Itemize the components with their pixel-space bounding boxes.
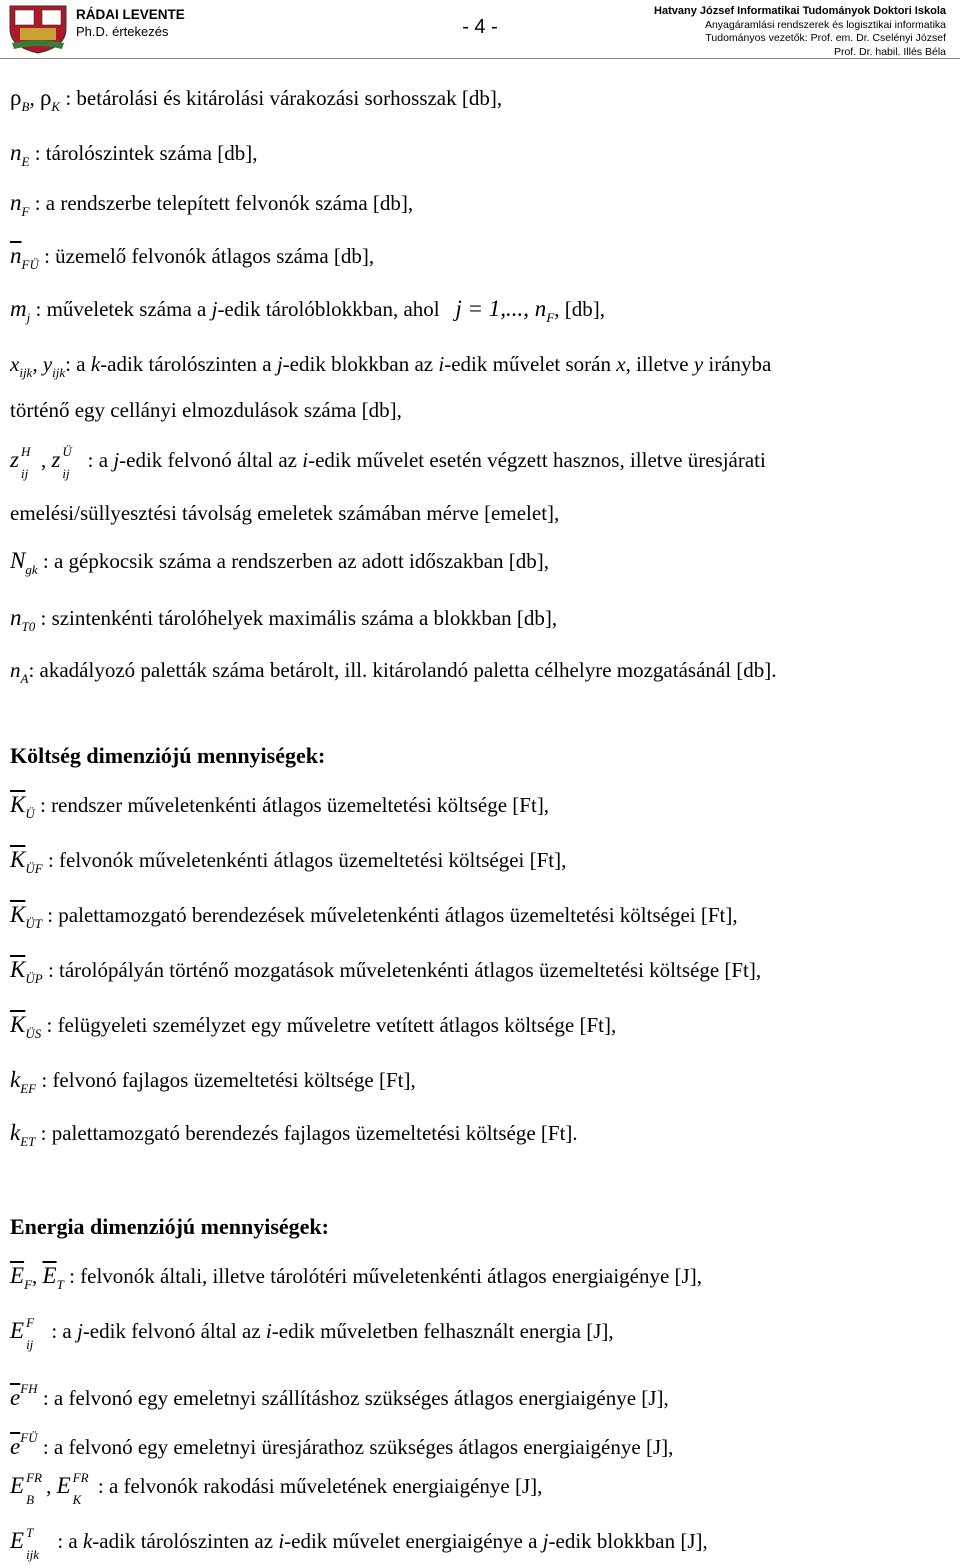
- definition-KUP: [10, 957, 761, 992]
- definition-kEF: [10, 1067, 416, 1102]
- definition-text: : a: [51, 1319, 72, 1343]
- definition-text: : a: [87, 448, 109, 472]
- definition-text: : akadályozó paletták száma betárolt, ill. kitárolandó paletta célhelyre mozgatásánál [db].: [28, 658, 777, 682]
- symbol-e-bar: $\overline{e}$: [10, 1385, 21, 1410]
- symbol-z-u: z: [51, 447, 61, 472]
- superscript: H: [20, 444, 31, 459]
- definition-text: : tárolópályán történő mozgatások műveletenkénti átlagos üzemeltetési költsége [Ft],: [47, 958, 762, 982]
- definition-text: : szintenkénti tárolóhelyek maximális száma a blokkban [db],: [40, 606, 558, 630]
- definition-nE: [10, 140, 257, 175]
- definition-mj: [10, 296, 605, 331]
- symbol-x: x: [10, 352, 20, 376]
- definition-text: , illetve: [625, 352, 689, 376]
- definition-EFR: [10, 1470, 543, 1507]
- italic-i: i: [438, 352, 445, 376]
- definition-text: : rendszer műveletenkénti átlagos üzemeltetési költsége [Ft],: [39, 793, 550, 817]
- definition-text: irányba: [708, 352, 772, 376]
- symbol-n: n: [10, 140, 22, 165]
- symbol-E-bar: $\overline{E}$: [42, 1263, 57, 1288]
- index-range: j = 1,..., n: [455, 296, 547, 321]
- definition-text: -edik felvonó által az: [119, 448, 297, 472]
- subscript: ET: [20, 1134, 36, 1149]
- definition-text: -edik tárolóblokkban, ahol: [217, 297, 440, 321]
- subscript: Ü: [25, 806, 35, 821]
- symbol-N: N: [10, 548, 26, 573]
- symbol-K-bar: $\overline{K}$: [10, 847, 26, 872]
- definition-text: : a: [65, 352, 86, 376]
- italic-y: y: [693, 352, 704, 376]
- header-author-block: [76, 6, 185, 40]
- separator: ,: [32, 1264, 43, 1288]
- institution-name: Hatvany József Informatikai Tudományok Doktori Iskola: [654, 5, 946, 17]
- subscript: ij: [20, 466, 29, 481]
- definition-text: : felvonó fajlagos üzemeltetési költsége [Ft],: [41, 1068, 416, 1092]
- super-sub-stack: [24, 1315, 46, 1352]
- definition-text: -edik felvonó által az: [82, 1319, 261, 1343]
- subscript: ij: [26, 1337, 34, 1352]
- supervisors-line: Tudományos vezetők: Prof. em. Dr. Cselényi József: [705, 32, 946, 44]
- symbol-rho-b: ρ: [10, 85, 22, 110]
- superscript: T: [26, 1525, 34, 1540]
- symbol-E: E: [10, 1318, 25, 1343]
- symbol-rho-k: ρ: [39, 85, 52, 110]
- superscript: FÜ: [20, 1430, 38, 1445]
- subscript: ÜS: [25, 1026, 42, 1041]
- program-name: Anyagáramlási rendszerek és logisztikai informatika: [704, 18, 946, 31]
- super-sub-stack: [71, 1470, 93, 1507]
- definition-KU: [10, 792, 549, 827]
- symbol-n-bar: $\overline{n}$: [10, 243, 22, 268]
- subscript: T: [56, 1277, 64, 1292]
- symbol-m: m: [10, 296, 27, 321]
- super-sub-stack: [24, 1525, 52, 1562]
- definition-text: -edik műveletben felhasznált energia [J],: [271, 1319, 614, 1343]
- definition-nA: [10, 657, 777, 692]
- subscript: j: [26, 310, 31, 325]
- symbol-n: n: [10, 190, 22, 215]
- subscript: ÜP: [25, 971, 43, 986]
- subscript: ijk: [19, 365, 33, 380]
- definition-EFT: [10, 1263, 702, 1298]
- subscript: ijk: [26, 1547, 40, 1562]
- subscript: E: [21, 154, 30, 169]
- cost-section-heading: Költség dimenziójú mennyiségek:: [10, 743, 326, 768]
- definition-KUS: [10, 1012, 616, 1047]
- italic-j: j: [76, 1319, 83, 1343]
- definition-text: : a felvonók rakodási műveletének energiaigénye [J],: [97, 1474, 543, 1498]
- definition-text: -adik tárolószinten az: [92, 1529, 274, 1553]
- definition-z: [10, 444, 766, 481]
- symbol-E-bar: $\overline{E}$: [10, 1263, 25, 1288]
- definition-text: : műveletek száma a: [35, 297, 207, 321]
- definition-ET: [10, 1525, 708, 1562]
- italic-j: j: [542, 1529, 549, 1553]
- header-institution-block: [654, 5, 946, 59]
- subscript: B: [26, 1492, 35, 1507]
- definition-text: : palettamozgató berendezés fajlagos üzemeltetési költsége [Ft].: [40, 1121, 578, 1145]
- subscript: K: [51, 99, 61, 114]
- definition-rho: [10, 85, 502, 120]
- separator: ,: [32, 352, 43, 376]
- definition-text: -edik blokkban az: [282, 352, 434, 376]
- superscript: Ü: [62, 444, 72, 459]
- symbol-z-h: z: [10, 447, 19, 472]
- energy-section-heading: Energia dimenziójú mennyiségek:: [10, 1214, 329, 1239]
- subscript: A: [20, 671, 29, 686]
- separator: ,: [40, 448, 52, 472]
- definition-text: : palettamozgató berendezések műveletenkénti átlagos üzemeltetési költségei [Ft],: [47, 903, 738, 927]
- definition-text: -adik tárolószinten a: [100, 352, 272, 376]
- italic-k: k: [90, 352, 101, 376]
- definition-text: -edik művelet során: [444, 352, 611, 376]
- definition-text: : a: [57, 1529, 78, 1553]
- definition-eFH: [10, 1376, 669, 1411]
- italic-j: j: [113, 448, 120, 472]
- superscript: FR: [72, 1470, 89, 1485]
- italic-x: x: [616, 352, 626, 376]
- definition-text: : a felvonó egy emeletnyi üresjárathoz szükséges átlagos energiaigénye [J],: [42, 1435, 674, 1459]
- definition-text: : felügyeleti személyzet egy műveletre vetített átlagos költsége [Ft],: [46, 1013, 617, 1037]
- subscript: F: [21, 204, 30, 219]
- symbol-k: k: [10, 1120, 21, 1145]
- header-divider: [0, 58, 960, 59]
- superscript: F: [26, 1315, 35, 1330]
- italic-i: i: [302, 448, 309, 472]
- italic-k: k: [82, 1529, 93, 1553]
- symbol-y: y: [42, 352, 53, 376]
- subscript: ÜT: [25, 916, 42, 931]
- subscript: ÜF: [25, 861, 43, 876]
- definition-KUT: [10, 902, 738, 937]
- definition-text: -edik blokkban [J],: [548, 1529, 708, 1553]
- symbol-E: E: [10, 1528, 25, 1553]
- definition-z-continued: emelési/süllyesztési távolság emeletek számában mérve [emelet],: [10, 501, 560, 525]
- definition-text: : betárolási és kitárolási várakozási sorhosszak [db],: [65, 86, 503, 110]
- subscript: ij: [62, 466, 70, 481]
- symbol-K-bar: $\overline{K}$: [10, 902, 26, 927]
- symbol-E: E: [10, 1473, 25, 1498]
- page-number: - 4 -: [462, 16, 498, 38]
- italic-j: j: [276, 352, 283, 376]
- subscript: FÜ: [21, 257, 39, 272]
- symbol-e-bar: $\overline{e}$: [10, 1434, 21, 1459]
- italic-i: i: [278, 1529, 285, 1553]
- definition-nFU: [10, 243, 374, 278]
- definition-text: : tárolószintek száma [db],: [34, 141, 258, 165]
- italic-i: i: [265, 1319, 272, 1343]
- italic-j: j: [211, 297, 218, 321]
- definition-Ngk: [10, 548, 549, 583]
- definition-nT0: [10, 605, 557, 640]
- symbol-K-bar: $\overline{K}$: [10, 792, 26, 817]
- subscript: F: [24, 1277, 33, 1292]
- symbol-K-bar: $\overline{K}$: [10, 957, 26, 982]
- symbol-k: k: [10, 1067, 21, 1092]
- symbol-n: n: [10, 605, 22, 630]
- definition-kET: [10, 1120, 578, 1155]
- subscript: gk: [25, 562, 38, 577]
- definition-nF: [10, 190, 413, 225]
- definition-EijF: [10, 1315, 614, 1352]
- supervisors-line-2: Prof. Dr. habil. Illés Béla: [833, 45, 946, 58]
- subscript: T0: [21, 619, 36, 634]
- definition-xy-continued: történő egy cellányi elmozdulások száma [db],: [10, 398, 402, 422]
- symbol-K-bar: $\overline{K}$: [10, 1012, 26, 1037]
- author-name: RÁDAI LEVENTE: [76, 7, 185, 22]
- super-sub-stack: [19, 444, 41, 481]
- super-sub-stack: [24, 1470, 46, 1507]
- subscript: K: [72, 1492, 82, 1507]
- definition-text: : a felvonó egy emeletnyi szállításhoz szükséges átlagos energiaigénye [J],: [42, 1386, 669, 1410]
- definition-text: : üzemelő felvonók átlagos száma [db],: [44, 244, 375, 268]
- symbol-E: E: [56, 1473, 71, 1498]
- definition-xy: [10, 351, 771, 386]
- definition-text: : felvonók műveletenkénti átlagos üzemeltetési költségei [Ft],: [47, 848, 567, 872]
- definition-text: : felvonók általi, illetve tárolótéri műveletenkénti átlagos energiaigénye [J],: [69, 1264, 702, 1288]
- superscript: FR: [26, 1470, 42, 1485]
- definition-text: -edik művelet energiaigénye a: [284, 1529, 538, 1553]
- definition-text: : a gépkocsik száma a rendszerben az adott időszakban [db],: [42, 549, 549, 573]
- definition-text: , [db],: [554, 297, 606, 321]
- symbol-n: n: [10, 658, 21, 682]
- definition-eFU: [10, 1425, 673, 1460]
- separator: ,: [46, 1474, 57, 1498]
- superscript: FH: [20, 1381, 38, 1396]
- definition-text: -edik művelet esetén végzett hasznos, illetve üresjárati: [308, 448, 766, 472]
- definition-text: : a rendszerbe telepített felvonók száma [db],: [34, 191, 414, 215]
- definition-KUF: [10, 847, 566, 882]
- subscript: EF: [20, 1081, 37, 1096]
- separator: ,: [29, 86, 40, 110]
- subscript: ijk: [52, 365, 66, 380]
- subscript: B: [21, 99, 30, 114]
- degree-label: Ph.D. értekezés: [76, 24, 169, 39]
- subscript: F: [546, 310, 555, 325]
- super-sub-stack: [60, 444, 82, 481]
- university-crest-logo: [6, 3, 70, 55]
